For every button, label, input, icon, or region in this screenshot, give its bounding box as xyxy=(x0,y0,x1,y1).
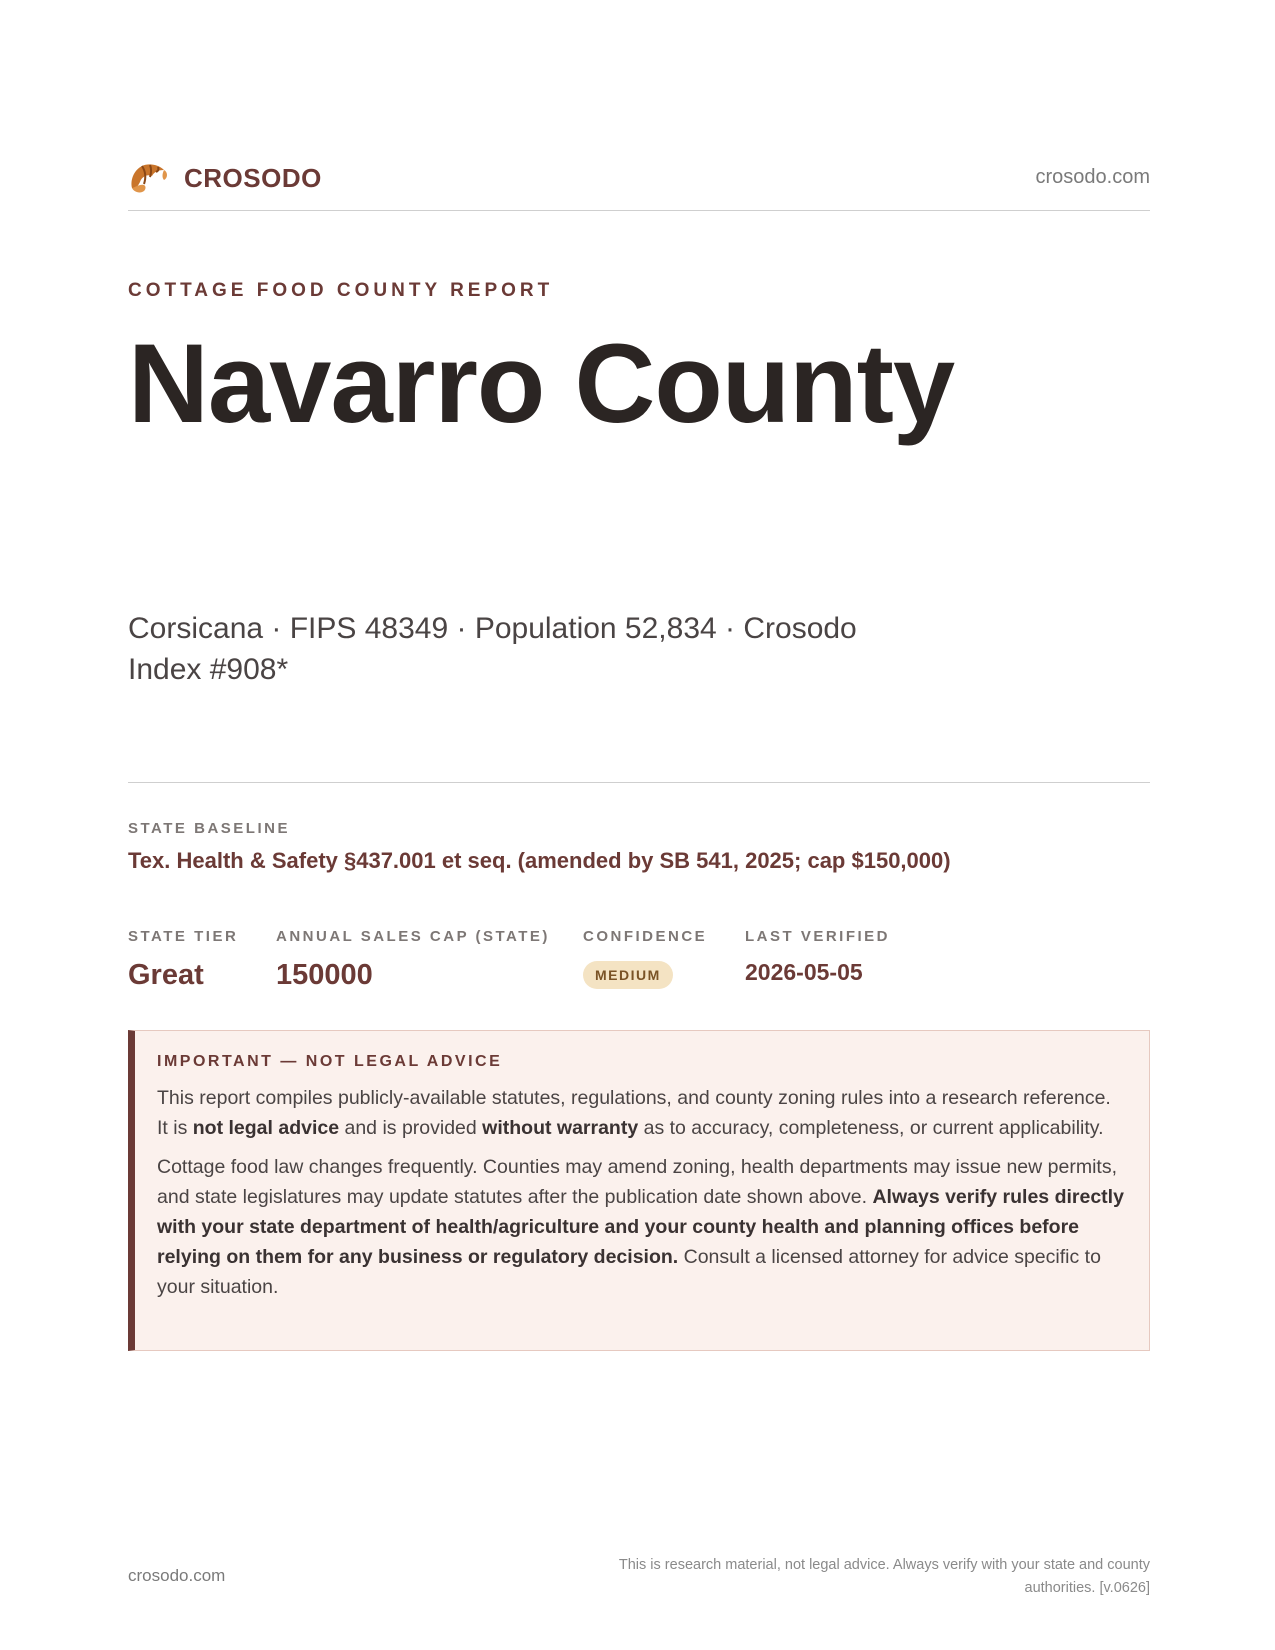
page-header xyxy=(128,158,1150,204)
header-divider xyxy=(128,210,1150,211)
notice-title: IMPORTANT — NOT LEGAL ADVICE xyxy=(157,1053,503,1070)
report-eyebrow: COTTAGE FOOD COUNTY REPORT xyxy=(128,280,554,301)
site-url-link[interactable]: crosodo.com xyxy=(1035,166,1150,188)
confidence-badge: MEDIUM xyxy=(583,961,673,989)
notice-paragraph-2 xyxy=(157,1152,1125,1302)
croissant-icon xyxy=(128,158,170,198)
stat-confidence xyxy=(583,928,707,989)
sales-cap-label: ANNUAL SALES CAP (STATE) xyxy=(276,928,550,945)
section-divider xyxy=(128,782,1150,783)
footer-site-url[interactable]: crosodo.com xyxy=(128,1566,226,1585)
footer-disclaimer: This is research material, not legal advice. Always verify with your state and county authorities. [v.0626] xyxy=(618,1557,1150,1596)
notice-text: as to accuracy, completeness, or current applicability. xyxy=(638,1117,1104,1139)
last-verified-label: LAST VERIFIED xyxy=(745,928,891,945)
sales-cap-value: 150000 xyxy=(276,959,373,991)
stat-last-verified xyxy=(745,928,890,986)
notice-emphasis: without warranty xyxy=(482,1117,639,1139)
notice-text: and is provided xyxy=(339,1117,483,1139)
last-verified-value: 2026-05-05 xyxy=(745,959,863,985)
state-baseline-text: Tex. Health & Safety §437.001 et seq. (amended by SB 541, 2025; cap $150,000) xyxy=(128,848,951,873)
notice-text: Cottage food law changes frequently. Counties may amend zoning, health departments may issue new permits, and state legislatures may update statutes after the publication date shown above. xyxy=(157,1156,1117,1208)
county-subtitle: Corsicana · FIPS 48349 · Population 52,834 · Crosodo Index #908* xyxy=(128,612,857,686)
notice-paragraph-1 xyxy=(157,1083,1125,1143)
confidence-label: CONFIDENCE xyxy=(583,928,708,945)
legal-notice-box xyxy=(128,1030,1150,1351)
state-baseline-label: STATE BASELINE xyxy=(128,820,290,837)
brand-name: CROSODO xyxy=(184,162,322,193)
page-title: Navarro County xyxy=(128,321,955,446)
notice-emphasis: Always verify rules directly with your state department of health/agriculture and your county health and planning offices before relying on them for any business or regulatory decision. xyxy=(157,1186,1124,1268)
notice-text: Consult a licensed attorney for advice specific to your situation. xyxy=(157,1246,1101,1298)
brand[interactable] xyxy=(128,158,322,198)
state-tier-label: STATE TIER xyxy=(128,928,239,945)
stat-sales-cap xyxy=(276,928,550,992)
stat-state-tier xyxy=(128,928,238,992)
notice-emphasis: not legal advice xyxy=(192,1117,340,1139)
notice-text: This report compiles publicly-available statutes, regulations, and county zoning rules into a research reference. It is xyxy=(157,1087,1111,1139)
state-tier-value: Great xyxy=(128,959,204,991)
